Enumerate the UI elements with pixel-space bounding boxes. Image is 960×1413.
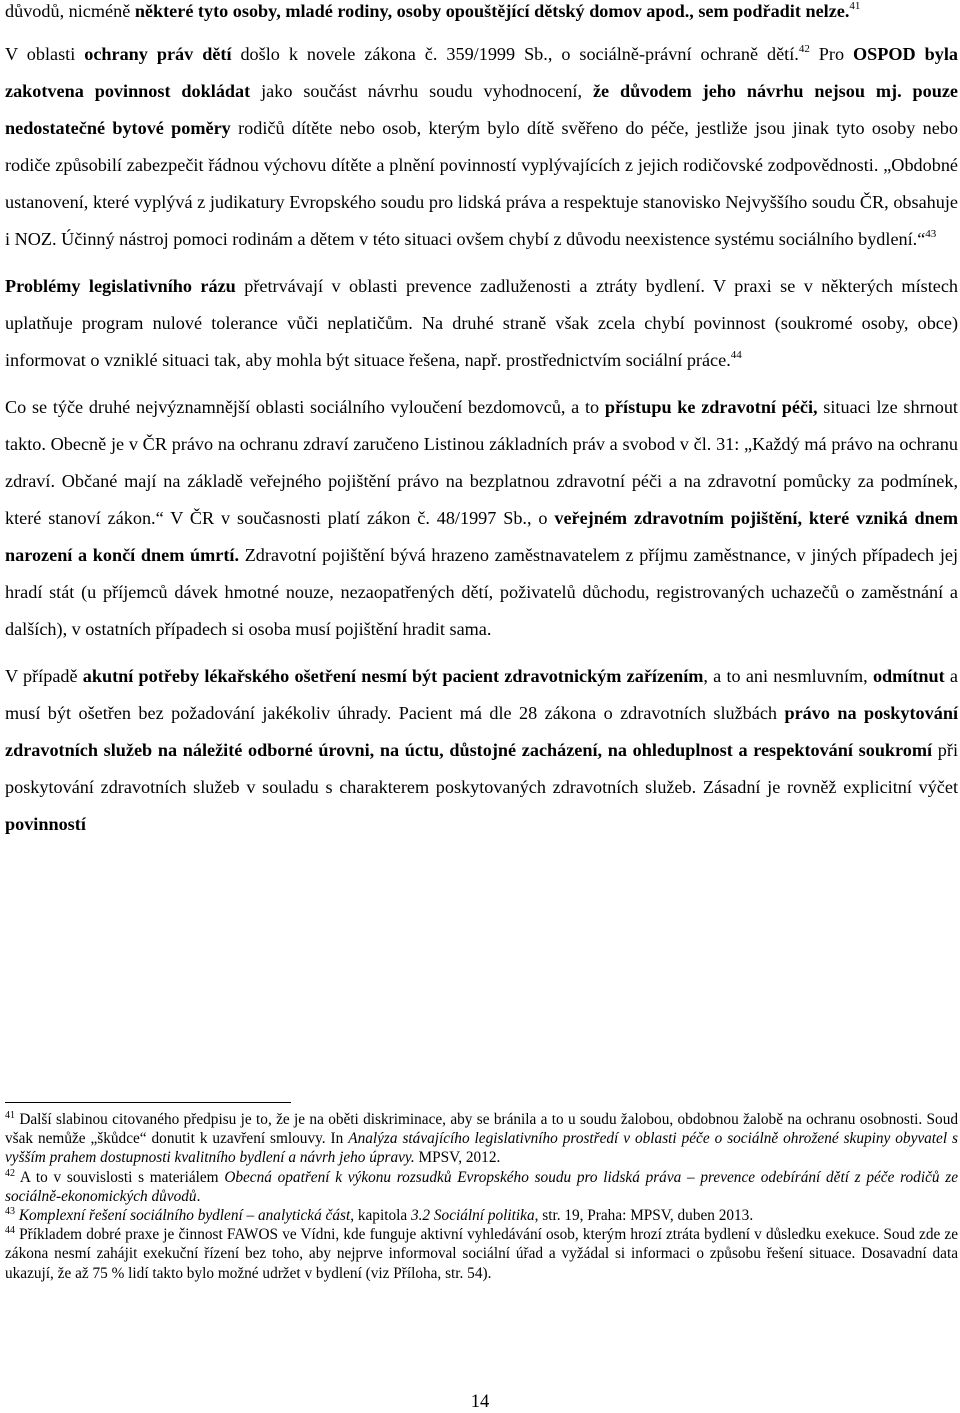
footnote-43 bbox=[5, 1206, 958, 1225]
text-run: situaci lze shrnout takto. Obecně je v ČR právo na ochranu zdraví zaručeno Listinou základních práv a svobod v čl. 31: „Každý má právo na ochranu zdraví. Občané mají na základě veřejného pojištění právo na bezplatnou zdravotní péči a na zdravotní pomůcky za podmínek, které stanoví zákon.“ V ČR v současnosti platí zákon č. 48/1997 Sb., o bbox=[5, 397, 958, 528]
footnote-44 bbox=[5, 1225, 958, 1283]
italic-run: 3.2 Sociální politika bbox=[410, 1207, 535, 1225]
text-run: jako součást návrhu soudu vyhodnocení, bbox=[250, 81, 593, 101]
footnote-ref-43[interactable]: 43 bbox=[925, 228, 937, 240]
bold-run: přístupu ke zdravotní péči, bbox=[604, 397, 818, 417]
text-run: Příkladem dobré praxe je činnost FAWOS ve Vídni, kde funguje aktivní vyhledávání osob, kterým hrozí ztráta bydlení v důsledku exekuce. Soud zde ze zákona nesmí zahájit exekuční řízení bez toho, aby nejprve informoval sociální úřad a vyžádal si informaci o způsobu řešení situace. Dosavadní data ukazují, že až 75 % lidí takto bylo možné udržet v bydlení (viz Příloha, str. 54). bbox=[5, 1226, 958, 1282]
footnote-number: 43 bbox=[5, 1206, 15, 1218]
italic-run: Analýza stávajícího legislativního prostředí v oblasti péče o sociálně ohrožené skupiny obyvatel s vyšším prahem dostupnosti kvalitního bydlení a návrh jeho úpravy. bbox=[5, 1130, 959, 1167]
footnote-ref-44[interactable]: 44 bbox=[730, 349, 742, 361]
bold-run: odmítnut bbox=[872, 666, 945, 686]
text-run: Co se týče druhé nejvýznamnější oblasti sociálního vyloučení bezdomovců, a to bbox=[5, 397, 605, 417]
text-run: přetrvávají v oblasti prevence zadluženosti a ztráty bydlení. V praxi se v některých místech uplatňuje program nulové tolerance vůči neplatičům. Na druhé straně však zcela chybí povinnost (soukromé osoby, obce) informovat o vzniklé situaci tak, aby mohla být situace řešena, např. prostřednictvím sociální práce. bbox=[5, 276, 958, 370]
text-run: a musí být ošetřen bez požadování jakékoliv úhrady. Pacient má dle 28 zákona o zdravotních službách bbox=[5, 666, 959, 723]
bold-run: povinností bbox=[5, 814, 86, 834]
footnote-number: 42 bbox=[5, 1167, 15, 1179]
text-run: rodičů dítěte nebo osob, kterým bylo dítě svěřeno do péče, jestliže jsou jinak tyto osoby nebo rodiče způsobilí zabezpečit řádnou výchovu dítěte a plnění povinností vyplývajících z jejich rodičovské zodpovědnosti. „Obdobné ustanovení, které vyplývá z judikatury Evropského soudu pro lidská práva a respektuje stanovisko Nejvyššího soudu ČR, obsahuje i NOZ. Účinný nástroj pomoci rodinám a dětem v této situaci ovšem chybí z důvodu neexistence systému sociálního bydlení.“ bbox=[5, 118, 958, 249]
text-run: , kapitola bbox=[350, 1207, 411, 1225]
footnote-ref-42[interactable]: 42 bbox=[798, 43, 810, 55]
bold-run: Problémy legislativního rázu bbox=[5, 276, 236, 296]
text-run: , str. 19, Praha: MPSV, duben 2013. bbox=[534, 1207, 754, 1225]
footnotes bbox=[5, 1110, 958, 1283]
text-run: Další slabinou citovaného předpisu je to, že je na oběti diskriminace, aby se bránila a to u soudu žalobou, obdobnou žalobě na ochranu osobnosti. Soud však nemůže „škůdce“ donutit k uzavření smlouvy. In bbox=[5, 1111, 958, 1148]
footnote-separator bbox=[5, 1102, 291, 1103]
paragraph-1 bbox=[5, 0, 958, 30]
text-run: MPSV, 2012. bbox=[414, 1149, 501, 1167]
text-run: Pro bbox=[809, 44, 854, 64]
paragraph-2 bbox=[5, 36, 958, 258]
paragraph-4 bbox=[5, 389, 958, 648]
paragraph-5 bbox=[5, 658, 958, 843]
footnote-number: 41 bbox=[5, 1110, 15, 1121]
text-run: důvodů, nicméně bbox=[5, 1, 135, 21]
italic-run: Obecná opatření k výkonu rozsudků Evropského soudu pro lidská práva – prevence odebírání dětí z péče rodičů ze sociálně-ekonomických důvodů bbox=[5, 1168, 958, 1205]
bold-run: právo na poskytování zdravotních služeb na náležité odborné úrovni, na úctu, důstojné zacházení, na ohleduplnost a respektování soukromí bbox=[5, 703, 958, 760]
body-text bbox=[5, 0, 958, 843]
text-run: V případě bbox=[5, 666, 83, 686]
text-run: . bbox=[196, 1187, 201, 1205]
footnote-number: 44 bbox=[5, 1225, 15, 1237]
text-run: V oblasti bbox=[5, 44, 85, 64]
text-run: , a to ani nesmluvním, bbox=[703, 666, 873, 686]
paragraph-3 bbox=[5, 268, 958, 379]
text-run: při poskytování zdravotních služeb v souladu s charakterem poskytovaných zdravotních služeb. Zásadní je rovněž explicitní výčet bbox=[5, 740, 958, 797]
footnote-41 bbox=[5, 1110, 958, 1168]
text-run: došlo k novele zákona č. 359/1999 Sb., o sociálně-právní ochraně dětí. bbox=[231, 44, 799, 64]
footnote-42 bbox=[5, 1168, 958, 1206]
bold-run: OSPOD byla zakotvena povinnost dokládat bbox=[5, 44, 958, 101]
bold-run: ochrany práv dětí bbox=[84, 44, 232, 64]
bold-run: některé tyto osoby, mladé rodiny, osoby opouštějící dětský domov apod., sem podřadit nelze. bbox=[134, 1, 850, 21]
bold-run: akutní potřeby lékařského ošetření nesmí být pacient zdravotnickým zařízením bbox=[82, 666, 704, 686]
footnote-ref-41[interactable]: 41 bbox=[849, 0, 861, 12]
text-run: A to v souvislosti s materiálem bbox=[15, 1168, 225, 1186]
text-run: Zdravotní pojištění bývá hrazeno zaměstnavatelem z příjmu zaměstnance, v jiných případech jej hradí stát (u příjemců dávek hmotné nouze, nezaopatřených dětí, poživatelů důchodu, registrovaných uchazečů o zaměstnání a dalších), v ostatních případech si osoba musí pojištění hradit sama. bbox=[5, 545, 958, 639]
page-number: 14 bbox=[470, 1392, 490, 1412]
italic-run: Komplexní řešení sociálního bydlení – analytická část bbox=[18, 1207, 351, 1225]
bold-run: že důvodem jeho návrhu nejsou mj. pouze nedostatečné bytové poměry bbox=[5, 81, 959, 138]
bold-run: veřejném zdravotním pojištění, které vzniká dnem narození a končí dnem úmrtí. bbox=[5, 508, 958, 565]
